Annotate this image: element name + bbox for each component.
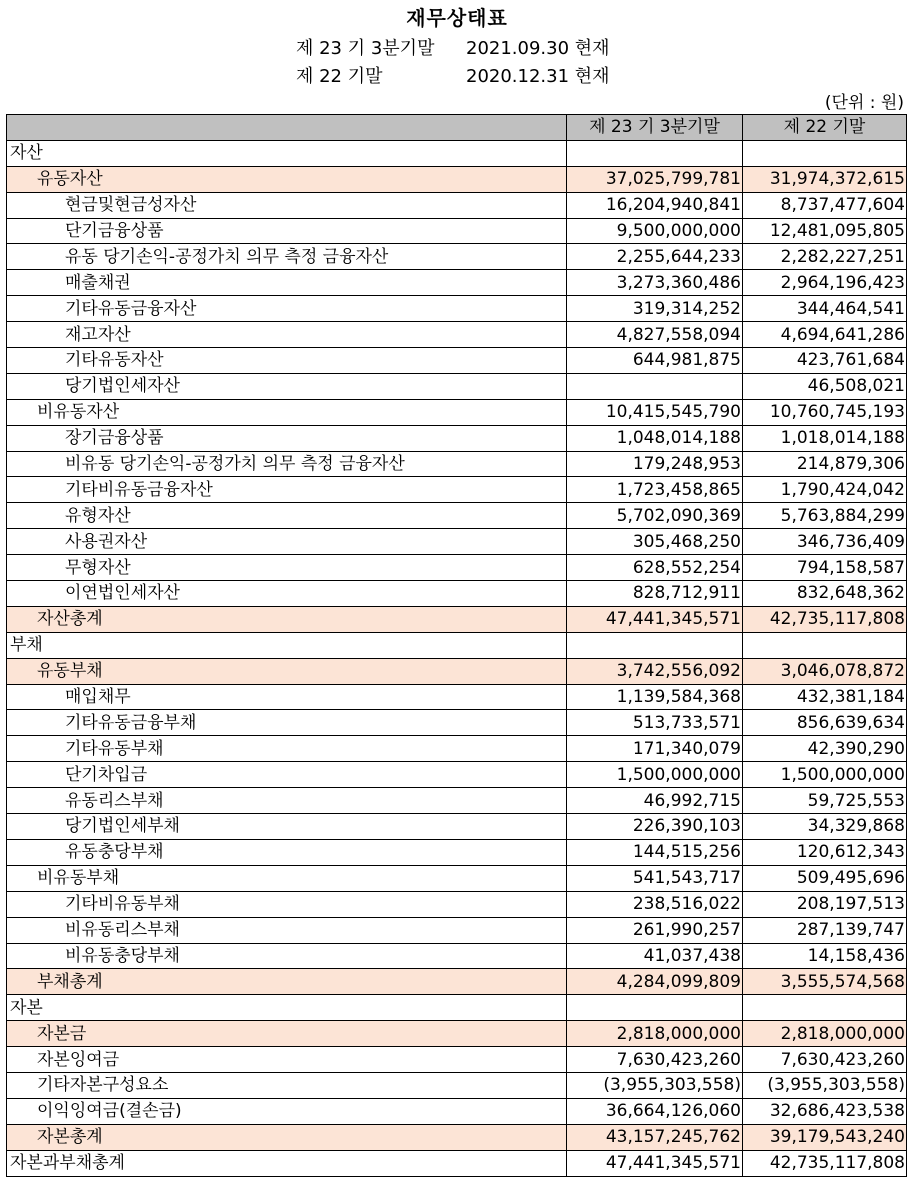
row-previous-value: 2,964,196,423: [743, 270, 907, 296]
row-label: 당기법인세자산: [7, 373, 567, 399]
row-previous-value: 46,508,021: [743, 373, 907, 399]
row-previous-value: 8,737,477,604: [743, 192, 907, 218]
previous-period-date: 2020.12.31 현재: [466, 66, 610, 87]
row-label: 이연법인세자산: [7, 581, 567, 607]
row-current-value: 3,273,360,486: [567, 270, 743, 296]
row-current-value: 5,702,090,369: [567, 503, 743, 529]
unit-label: (단위 : 원): [824, 93, 904, 113]
row-current-value: 4,284,099,809: [567, 969, 743, 995]
row-previous-value: 214,879,306: [743, 451, 907, 477]
table-row: [7, 1021, 907, 1047]
row-label: 기타유동자산: [7, 348, 567, 374]
row-current-value: 1,723,458,865: [567, 477, 743, 503]
row-current-value: 305,468,250: [567, 529, 743, 555]
header-previous-period: 제 22 기말: [743, 115, 907, 141]
row-current-value: 1,048,014,188: [567, 425, 743, 451]
table-row: [7, 296, 907, 322]
row-label: 매입채무: [7, 684, 567, 710]
table-row: [7, 1150, 907, 1176]
row-label: 기타비유동부채: [7, 891, 567, 917]
table-row: [7, 503, 907, 529]
row-current-value: 2,818,000,000: [567, 1021, 743, 1047]
row-current-value: 2,255,644,233: [567, 244, 743, 270]
row-previous-value: 832,648,362: [743, 581, 907, 607]
row-previous-value: 1,790,424,042: [743, 477, 907, 503]
row-previous-value: 856,639,634: [743, 710, 907, 736]
table-row: [7, 477, 907, 503]
header-current-period: 제 23 기 3분기말: [567, 115, 743, 141]
table-header-row: [7, 115, 907, 141]
row-current-value: 7,630,423,260: [567, 1047, 743, 1073]
row-previous-value: 432,381,184: [743, 684, 907, 710]
row-previous-value: 208,197,513: [743, 891, 907, 917]
table-row: [7, 270, 907, 296]
table-row: [7, 218, 907, 244]
row-previous-value: 34,329,868: [743, 814, 907, 840]
row-label: 부채총계: [7, 969, 567, 995]
row-label: 부채: [7, 632, 567, 658]
table-row: [7, 529, 907, 555]
row-previous-value: (3,955,303,558): [743, 1072, 907, 1098]
row-previous-value: 10,760,745,193: [743, 399, 907, 425]
table-row: [7, 814, 907, 840]
table-row: [7, 839, 907, 865]
row-current-value: 9,500,000,000: [567, 218, 743, 244]
table-row: [7, 373, 907, 399]
row-previous-value: 1,018,014,188: [743, 425, 907, 451]
row-current-value: 41,037,438: [567, 943, 743, 969]
row-previous-value: 509,495,696: [743, 865, 907, 891]
row-current-value: 3,742,556,092: [567, 658, 743, 684]
row-previous-value: 344,464,541: [743, 296, 907, 322]
table-row: [7, 322, 907, 348]
table-row: [7, 891, 907, 917]
row-label: 비유동 당기손익-공정가치 의무 측정 금융자산: [7, 451, 567, 477]
row-label: 비유동부채: [7, 865, 567, 891]
row-current-value: 46,992,715: [567, 788, 743, 814]
balance-sheet-table: [6, 114, 907, 1177]
row-previous-value: 31,974,372,615: [743, 166, 907, 192]
table-row: [7, 451, 907, 477]
row-previous-value: [743, 995, 907, 1021]
table-row: [7, 244, 907, 270]
row-label: 유동 당기손익-공정가치 의무 측정 금융자산: [7, 244, 567, 270]
row-label: 현금및현금성자산: [7, 192, 567, 218]
row-current-value: 513,733,571: [567, 710, 743, 736]
current-period-label: 제 23 기 3분기말: [296, 38, 435, 59]
table-row: [7, 140, 907, 166]
row-label: 기타자본구성요소: [7, 1072, 567, 1098]
row-previous-value: [743, 140, 907, 166]
row-current-value: 179,248,953: [567, 451, 743, 477]
row-label: 재고자산: [7, 322, 567, 348]
row-current-value: 628,552,254: [567, 555, 743, 581]
row-label: 유동부채: [7, 658, 567, 684]
row-label: 자산총계: [7, 606, 567, 632]
table-row: [7, 581, 907, 607]
row-previous-value: 1,500,000,000: [743, 762, 907, 788]
row-previous-value: 5,763,884,299: [743, 503, 907, 529]
table-row: [7, 1124, 907, 1150]
row-previous-value: 42,390,290: [743, 736, 907, 762]
row-label: 매출채권: [7, 270, 567, 296]
row-current-value: 37,025,799,781: [567, 166, 743, 192]
row-previous-value: 32,686,423,538: [743, 1098, 907, 1124]
table-row: [7, 762, 907, 788]
row-previous-value: 346,736,409: [743, 529, 907, 555]
row-current-value: 261,990,257: [567, 917, 743, 943]
row-previous-value: 42,735,117,808: [743, 606, 907, 632]
table-body: [7, 140, 907, 1176]
table-row: [7, 425, 907, 451]
row-previous-value: 3,555,574,568: [743, 969, 907, 995]
row-previous-value: 7,630,423,260: [743, 1047, 907, 1073]
table-row: [7, 658, 907, 684]
row-current-value: 171,340,079: [567, 736, 743, 762]
row-current-value: [567, 140, 743, 166]
row-current-value: 644,981,875: [567, 348, 743, 374]
row-current-value: 238,516,022: [567, 891, 743, 917]
row-previous-value: 12,481,095,805: [743, 218, 907, 244]
row-label: 유형자산: [7, 503, 567, 529]
row-current-value: 47,441,345,571: [567, 1150, 743, 1176]
table-row: [7, 632, 907, 658]
row-current-value: 36,664,126,060: [567, 1098, 743, 1124]
row-label: 기타유동금융자산: [7, 296, 567, 322]
row-label: 기타유동부채: [7, 736, 567, 762]
table-row: [7, 1047, 907, 1073]
current-period-line: [296, 34, 610, 60]
row-label: 단기차입금: [7, 762, 567, 788]
statement-title: 재무상태표: [406, 6, 508, 30]
table-row: [7, 865, 907, 891]
row-current-value: 1,500,000,000: [567, 762, 743, 788]
row-label: 기타유동금융부채: [7, 710, 567, 736]
row-previous-value: 120,612,343: [743, 839, 907, 865]
table-row: [7, 736, 907, 762]
row-previous-value: [743, 632, 907, 658]
table-row: [7, 969, 907, 995]
row-previous-value: 794,158,587: [743, 555, 907, 581]
row-current-value: 16,204,940,841: [567, 192, 743, 218]
row-previous-value: 423,761,684: [743, 348, 907, 374]
row-label: 유동리스부채: [7, 788, 567, 814]
row-current-value: 47,441,345,571: [567, 606, 743, 632]
row-previous-value: 2,818,000,000: [743, 1021, 907, 1047]
row-label: 비유동리스부채: [7, 917, 567, 943]
table-row: [7, 348, 907, 374]
row-label: 사용권자산: [7, 529, 567, 555]
row-label: 자본금: [7, 1021, 567, 1047]
row-label: 비유동충당부채: [7, 943, 567, 969]
row-label: 자본잉여금: [7, 1047, 567, 1073]
header-label-column: [7, 115, 567, 141]
row-label: 유동자산: [7, 166, 567, 192]
table-row: [7, 399, 907, 425]
row-current-value: 541,543,717: [567, 865, 743, 891]
row-previous-value: 59,725,553: [743, 788, 907, 814]
row-previous-value: 287,139,747: [743, 917, 907, 943]
row-label: 자본총계: [7, 1124, 567, 1150]
row-current-value: 4,827,558,094: [567, 322, 743, 348]
current-period-date: 2021.09.30 현재: [466, 38, 610, 59]
row-label: 기타비유동금융자산: [7, 477, 567, 503]
row-current-value: [567, 632, 743, 658]
row-label: 자산: [7, 140, 567, 166]
table-row: [7, 788, 907, 814]
row-current-value: [567, 373, 743, 399]
row-current-value: 43,157,245,762: [567, 1124, 743, 1150]
table-row: [7, 684, 907, 710]
row-label: 자본: [7, 995, 567, 1021]
row-label: 당기법인세부채: [7, 814, 567, 840]
table-row: [7, 995, 907, 1021]
table-row: [7, 943, 907, 969]
table-row: [7, 1072, 907, 1098]
table-row: [7, 606, 907, 632]
row-previous-value: 3,046,078,872: [743, 658, 907, 684]
row-previous-value: 42,735,117,808: [743, 1150, 907, 1176]
table-row: [7, 917, 907, 943]
row-current-value: [567, 995, 743, 1021]
row-current-value: 144,515,256: [567, 839, 743, 865]
row-previous-value: 14,158,436: [743, 943, 907, 969]
row-current-value: (3,955,303,558): [567, 1072, 743, 1098]
row-label: 자본과부채총계: [7, 1150, 567, 1176]
table-row: [7, 192, 907, 218]
row-label: 유동충당부채: [7, 839, 567, 865]
table-row: [7, 555, 907, 581]
row-previous-value: 4,694,641,286: [743, 322, 907, 348]
previous-period-label: 제 22 기말: [296, 66, 383, 87]
table-row: [7, 1098, 907, 1124]
row-label: 이익잉여금(결손금): [7, 1098, 567, 1124]
row-label: 단기금융상품: [7, 218, 567, 244]
row-label: 장기금융상품: [7, 425, 567, 451]
row-label: 비유동자산: [7, 399, 567, 425]
row-current-value: 828,712,911: [567, 581, 743, 607]
row-previous-value: 39,179,543,240: [743, 1124, 907, 1150]
row-label: 무형자산: [7, 555, 567, 581]
table-row: [7, 710, 907, 736]
row-current-value: 319,314,252: [567, 296, 743, 322]
row-current-value: 1,139,584,368: [567, 684, 743, 710]
row-previous-value: 2,282,227,251: [743, 244, 907, 270]
previous-period-line: [296, 62, 610, 88]
table-row: [7, 166, 907, 192]
row-current-value: 226,390,103: [567, 814, 743, 840]
row-current-value: 10,415,545,790: [567, 399, 743, 425]
